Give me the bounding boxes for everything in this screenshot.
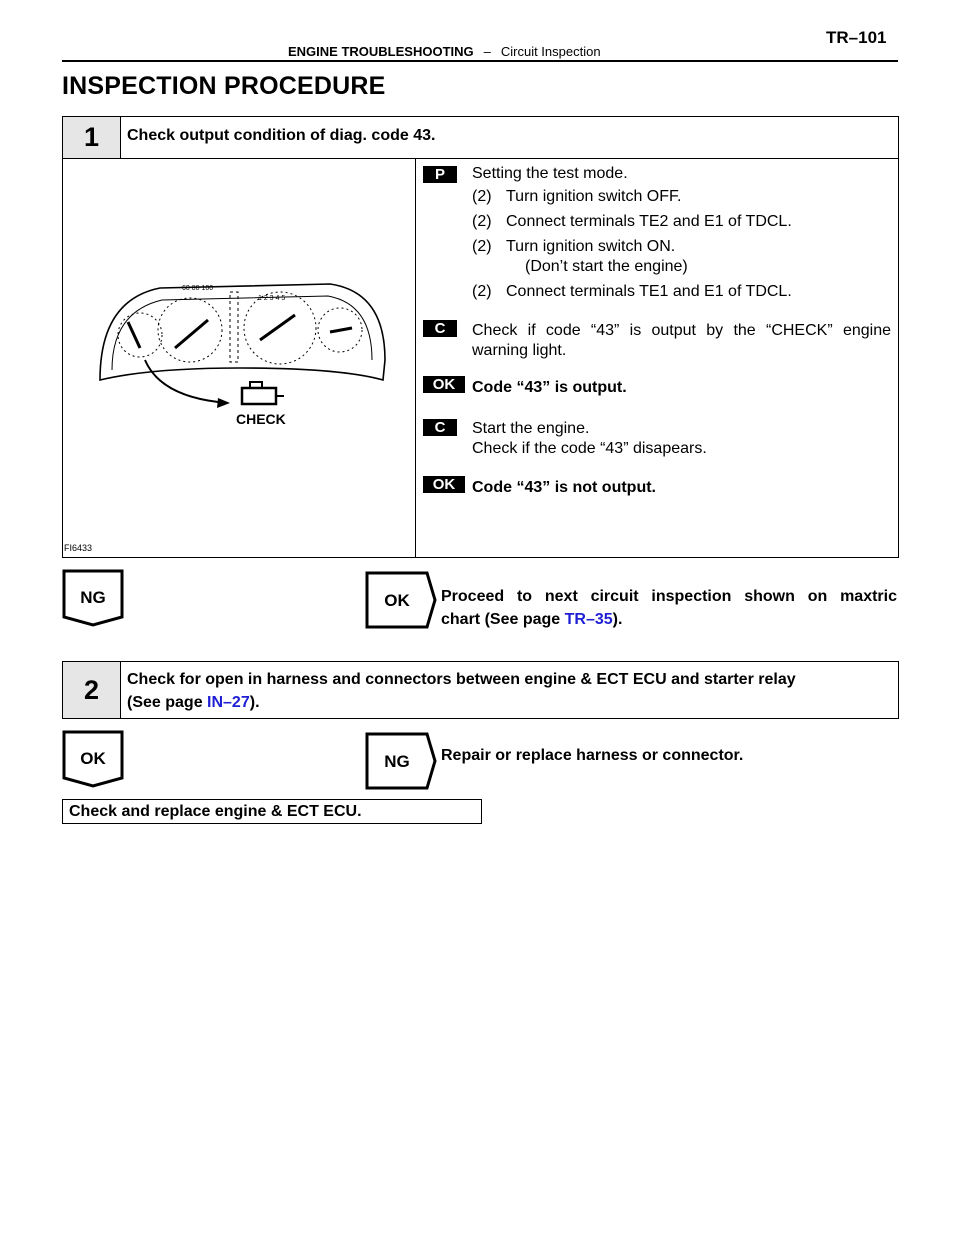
branch1-text-line1: Proceed to next circuit inspection shown on maxtric [441,588,897,605]
check1-tag: C [423,320,457,337]
branch2-ng-label: NG [384,752,410,771]
substep-2 [472,212,792,231]
page-title: INSPECTION PROCEDURE [62,72,386,100]
branch1-text-prefix: chart (See page [441,611,565,628]
substep-3-text: Turn ignition switch ON. [506,238,676,255]
step2-line2-prefix: (See page [127,694,208,711]
header-separator: – [483,44,491,59]
substep-3-num: (2) [472,238,492,255]
substep-1-num: (2) [472,188,492,205]
branch1-text-suffix: ). [612,611,623,628]
svg-text:60 80 100: 60 80 100 [182,285,214,292]
step2-heading [121,662,796,718]
header-subsection: Circuit Inspection [500,44,601,59]
figure-check-label: CHECK [236,411,286,427]
ok1-text: Code “43” is output. [472,379,627,396]
step2-page-link[interactable]: IN–27 [207,694,250,711]
check2-tag: C [423,419,457,436]
substep-1-text: Turn ignition switch OFF. [506,188,682,205]
substep-4-num: (2) [472,283,492,300]
step2-number: 2 [63,662,121,718]
step2-line1: Check for open in harness and connectors between engine & ECT ECU and starter relay [127,671,796,688]
prep-tag: P [423,166,457,183]
check1-line2: warning light. [472,342,567,359]
final-action-box: Check and replace engine & ECT ECU. [62,799,482,824]
step2-line2-suffix: ). [249,694,260,711]
left-gauge-icon [118,313,162,357]
running-header [288,44,601,59]
branch2-text: Repair or replace harness or connector. [441,747,744,764]
indicator-column-icon [230,292,238,362]
branch1-ok-label: OK [384,591,410,610]
substep-3-note: (Don’t start the engine) [525,258,688,275]
ok2-text: Code “43” is not output. [472,479,656,496]
substep-2-num: (2) [472,213,492,230]
header-rule [62,60,898,62]
substep-4 [472,282,792,301]
ok2-tag: OK [423,476,465,493]
step1-divider [415,158,416,558]
substep-4-text: Connect terminals TE1 and E1 of TDCL. [506,283,792,300]
branch2-ok-label: OK [80,749,106,768]
step2-line2 [127,691,796,714]
branch1-page-link[interactable]: TR–35 [564,611,613,628]
step1-heading: Check output condition of diag. code 43. [127,127,436,144]
arrow-head-icon [217,398,230,408]
substep-1 [472,187,681,206]
header-section: ENGINE TROUBLESHOOTING [288,44,474,59]
step1-header [62,116,899,159]
tachometer-icon [244,292,316,364]
speedometer-icon [158,285,222,362]
prep-title: Setting the test mode. [472,165,628,182]
check2-line1: Start the engine. [472,420,590,437]
right-gauge-icon [318,308,362,352]
step1-number: 1 [63,117,121,158]
svg-text:1 2 3 4 5: 1 2 3 4 5 [258,295,286,302]
figure-id: FI6433 [64,543,93,553]
branch1-ng-label: NG [80,588,106,607]
page-number: TR–101 [826,28,887,47]
check2-line2: Check if the code “43” disapears. [472,440,707,457]
substep-2-text: Connect terminals TE2 and E1 of TDCL. [506,213,792,230]
step2-header [62,661,899,719]
check-engine-icon [242,382,284,404]
branch1-text-line2 [441,610,622,629]
check1-line1: Check if code “43” is output by the “CHECK” engine [472,322,891,339]
ok1-tag: OK [423,376,465,393]
substep-3 [472,237,675,256]
